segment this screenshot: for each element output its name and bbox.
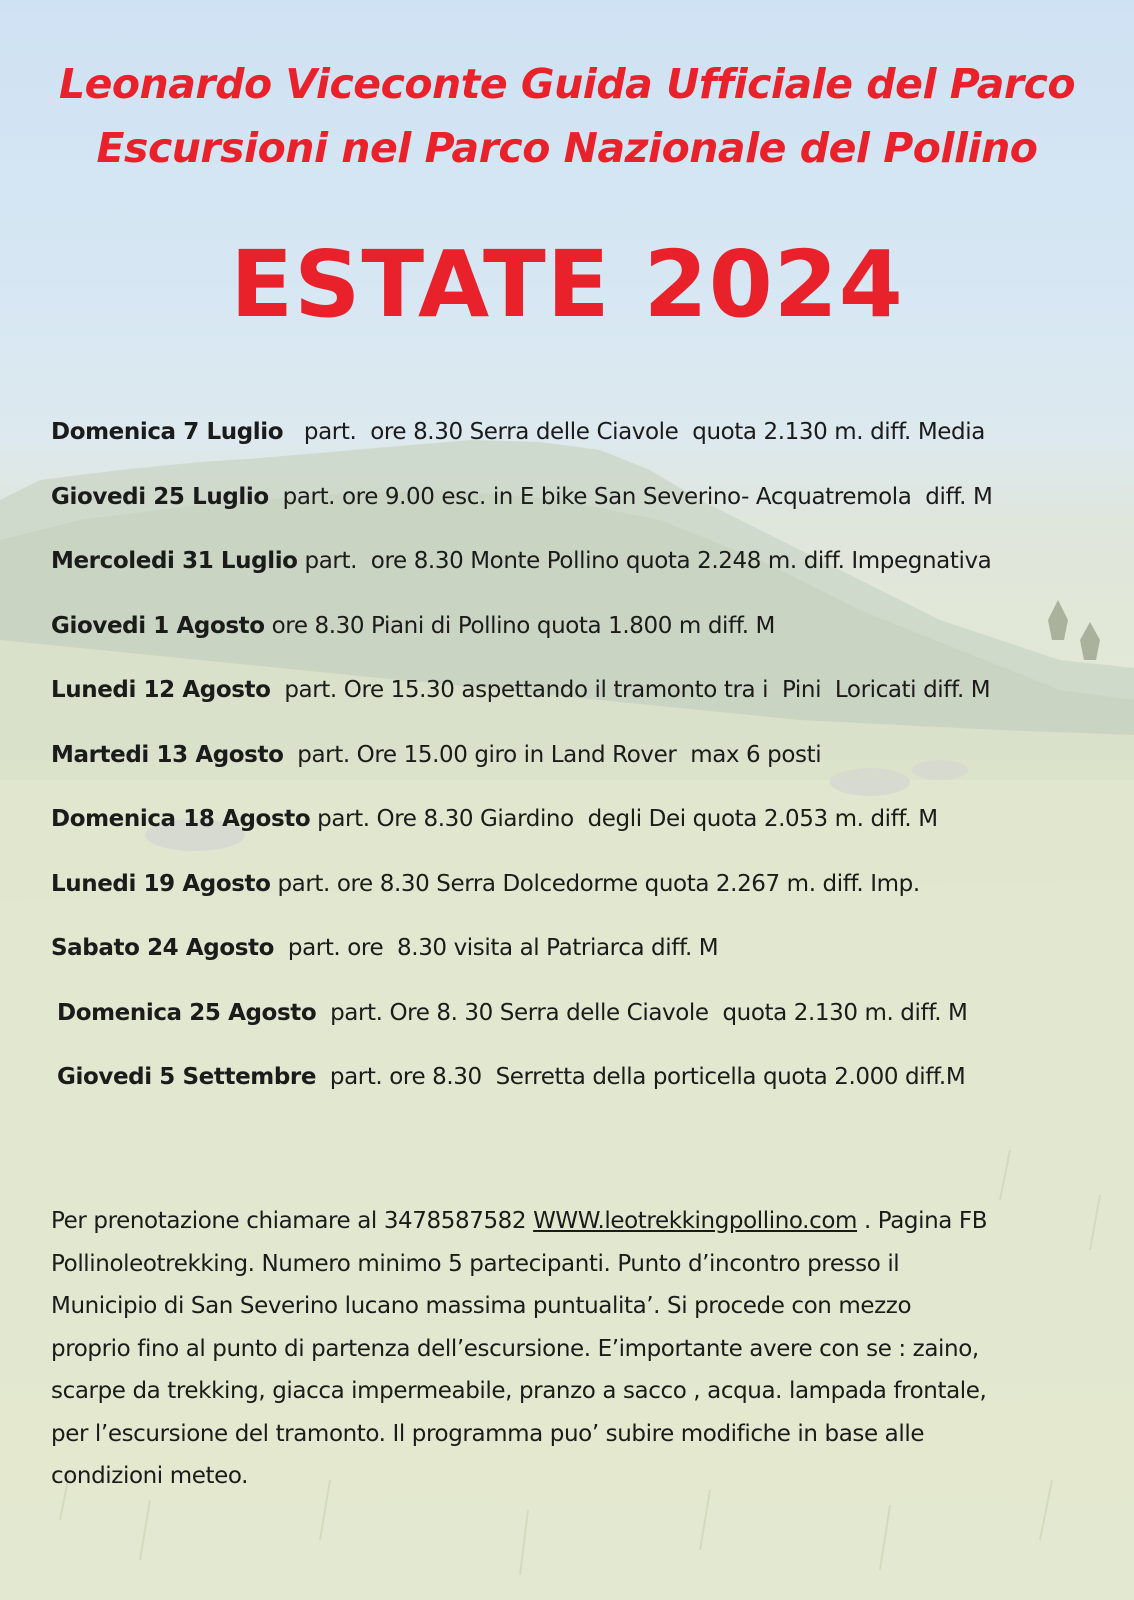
booking-phone-text: Per prenotazione chiamare al 3478587582 [51,1208,534,1234]
events-list [51,418,1111,1128]
event-day: Giovedi 5 Settembre [57,1064,317,1090]
event-detail: ore 8.30 Piani di Pollino quota 1.800 m diff. M [264,612,776,639]
event-day: Giovedi 1 Agosto [51,612,265,639]
event-detail: part. ore 8.30 Serra delle Ciavole quota 2.130 m. diff. Media [283,419,985,445]
event-day: Martedi 13 Agosto [51,741,284,768]
event-day: Sabato 24 Agosto [51,935,275,961]
event-item [51,612,1111,677]
event-day: Domenica 7 Luglio [51,419,284,445]
event-detail: part. ore 9.00 esc. in E bike San Severino- Acquatremola diff. M [268,483,993,510]
event-item [51,676,1111,741]
booking-info [51,1200,1111,1498]
event-day: Domenica 25 Agosto [57,999,317,1026]
event-day: Giovedi 25 Luglio [51,483,269,510]
event-item [51,1063,1111,1128]
event-detail: part. ore 8.30 visita al Patriarca diff. M [274,935,719,961]
page-title: ESTATE 2024 [230,231,904,338]
event-item [51,805,1111,870]
event-detail: part. Ore 15.00 giro in Land Rover max 6 posti [283,741,822,768]
event-item [51,741,1111,806]
event-item [51,870,1111,935]
event-day: Domenica 18 Agosto [51,806,311,832]
guide-name-heading: Leonardo Viceconte Guida Ufficiale del Parco [58,60,1076,108]
event-detail: part. ore 8.30 Serra Dolcedorme quota 2.267 m. diff. Imp. [270,870,920,897]
event-item [51,547,1111,612]
event-detail: part. ore 8.30 Monte Pollino quota 2.248 m. diff. Impegnativa [297,548,992,574]
info-line: Municipio di San Severino lucano massima puntualita’. Si procede con mezzo [51,1293,912,1319]
event-day: Lunedi 19 Agosto [51,870,271,897]
event-detail: part. Ore 8. 30 Serra delle Ciavole quota 2.130 m. diff. M [316,999,968,1026]
event-detail: part. Ore 8.30 Giardino degli Dei quota 2.053 m. diff. M [310,806,938,832]
facebook-page-text: . Pagina FB [857,1208,988,1234]
website-link[interactable]: WWW.leotrekkingpollino.com [533,1208,858,1234]
info-line: Pollinoleotrekking. Numero minimo 5 partecipanti. Punto d’incontro presso il [51,1250,900,1277]
event-item [51,934,1111,999]
event-item [51,999,1111,1064]
info-line: scarpe da trekking, giacca impermeabile, pranzo a sacco , acqua. lampada frontale, [51,1378,987,1404]
info-line: condizioni meteo. [51,1463,248,1489]
header [0,52,1134,180]
event-item [51,418,1111,483]
info-line: proprio fino al punto di partenza dell’escursione. E’importante avere con se : zaino, [51,1335,979,1362]
event-day: Lunedi 12 Agosto [51,677,271,703]
event-detail: part. Ore 15.30 aspettando il tramonto tra i Pini Loricati diff. M [270,677,991,703]
event-day: Mercoledi 31 Luglio [51,548,298,574]
park-excursions-heading: Escursioni nel Parco Nazionale del Pollino [96,124,1038,172]
info-line: per l’escursione del tramonto. Il programma puo’ subire modifiche in base alle [51,1420,925,1447]
event-detail: part. ore 8.30 Serretta della porticella quota 2.000 diff.M [316,1064,966,1090]
info-line [51,1200,1111,1243]
event-item [51,483,1111,548]
